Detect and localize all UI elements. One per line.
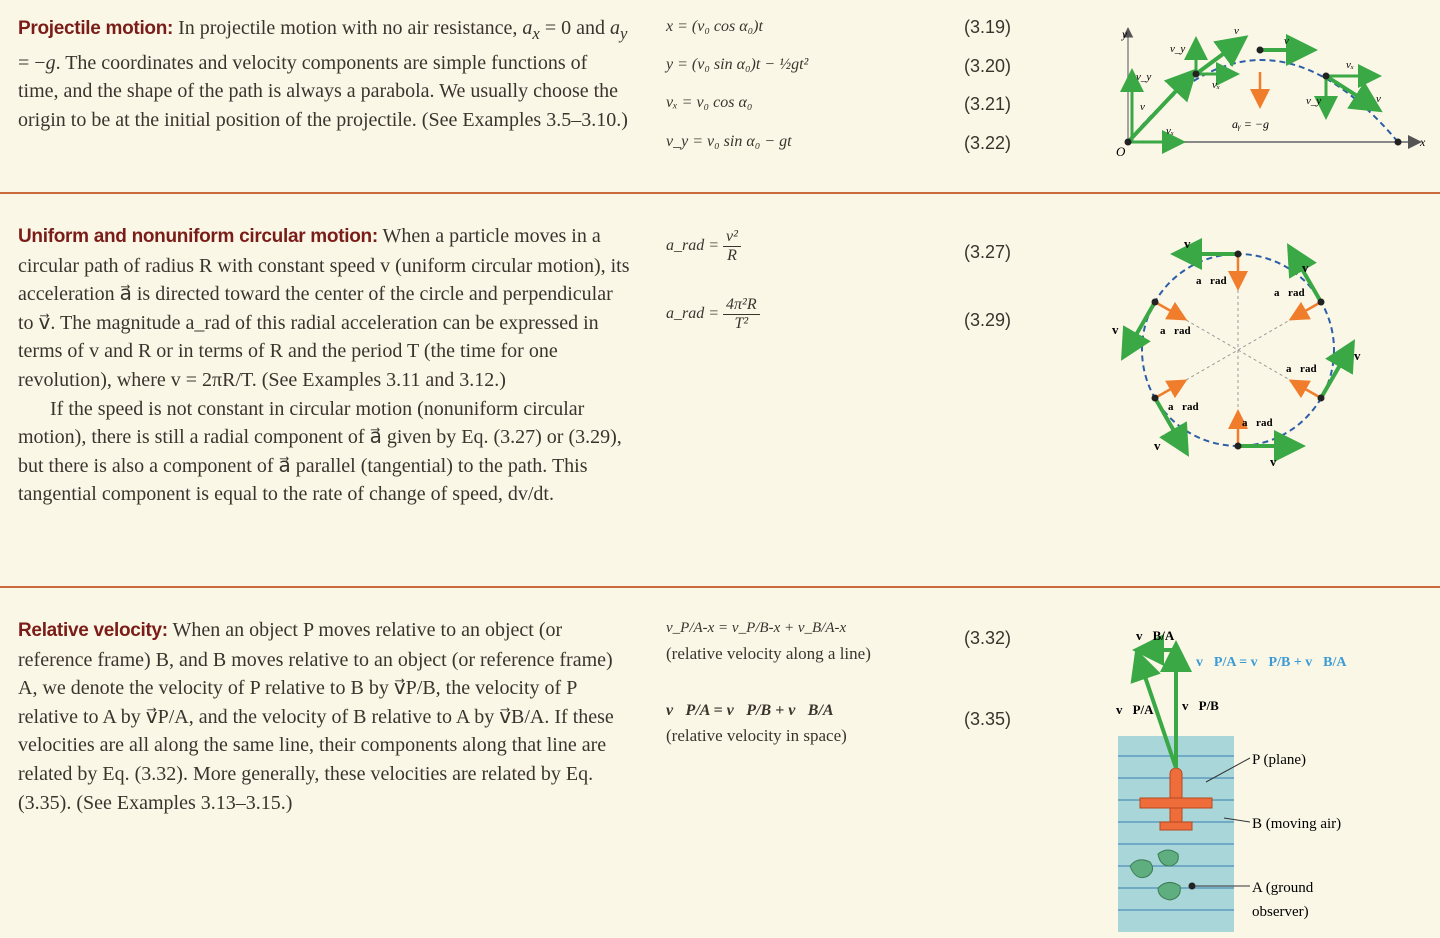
equation-number: (3.21) xyxy=(964,94,1012,114)
vy-label: v_y xyxy=(1306,95,1322,107)
fraction-denominator: T² xyxy=(734,315,749,332)
v-label: v⃗ xyxy=(1112,322,1129,337)
equation-number: (3.27) xyxy=(964,242,1012,262)
vpb-label: v⃗P/B xyxy=(1182,698,1219,713)
equation-number: (3.22) xyxy=(964,133,1012,153)
plane-label: P (plane) xyxy=(1252,752,1307,768)
equation-number: (3.20) xyxy=(964,56,1012,76)
position-dot xyxy=(1395,139,1402,146)
v-label: v xyxy=(1376,93,1381,105)
ground-label: A (ground xyxy=(1252,880,1314,896)
vy-label: v_y xyxy=(1136,71,1152,83)
circular-para1: When a particle moves in a circular path of radius R with constant speed v (uniform circular motion), its acceleration a⃗ is directed toward the center of the circle and perpendicular to v⃗. The magnitude a_rad of this radial acceleration can be expressed in terms of v and R or in terms of R and the period T (the time for one revolution), where v = 2πR/T. (See Examples 3.11 and 3.12.) xyxy=(18,225,630,391)
relative-section xyxy=(0,588,1440,938)
position-dot xyxy=(1323,73,1330,80)
projectile-body-2: = 0 and xyxy=(544,17,605,39)
circular-paragraph-1 xyxy=(18,222,630,395)
equation-3-32: v_P/A-x = v_P/B-x + v_B/A-x xyxy=(666,620,847,636)
eq-lhs: a_rad = xyxy=(666,305,720,323)
a-rad-label: a⃗rad xyxy=(1242,417,1273,429)
origin-label: O xyxy=(1116,144,1126,159)
air-label: B (moving air) xyxy=(1252,816,1342,832)
equation-number: (3.32) xyxy=(964,628,1012,648)
projectile-text xyxy=(18,14,630,134)
velocity-vector xyxy=(1128,74,1192,142)
equation-number: (3.29) xyxy=(964,310,1012,330)
projectile-section xyxy=(0,0,1440,192)
relative-heading: Relative velocity: xyxy=(18,620,168,641)
fraction xyxy=(723,296,760,333)
a-rad-label: a⃗rad xyxy=(1286,363,1317,375)
relative-velocity-relation: v⃗P/A = v⃗P/B + v⃗B/A xyxy=(1196,655,1347,670)
equation-3-21: vₓ = v₀ cos α₀ xyxy=(666,94,753,111)
vpa-label: v⃗P/A xyxy=(1116,702,1154,717)
velocity-vector xyxy=(1196,40,1242,74)
equation-3-35: v⃗P/A = v⃗P/B + v⃗B/A xyxy=(666,702,834,719)
position-dot xyxy=(1125,139,1132,146)
equation-3-20: y = (v₀ sin α₀)t − ½gt² xyxy=(666,56,809,73)
relative-paragraph xyxy=(18,616,630,817)
v-label: v xyxy=(1234,25,1239,37)
v-label: v⃗ xyxy=(1154,438,1171,453)
equation-number: (3.19) xyxy=(964,17,1012,37)
vx-label: vₓ xyxy=(1212,79,1221,91)
v-label: v⃗ xyxy=(1270,454,1287,469)
v-label: v⃗ xyxy=(1184,236,1201,251)
equation-3-27 xyxy=(666,228,741,265)
relative-velocity-figure xyxy=(1100,618,1390,936)
v-label: v⃗ xyxy=(1354,348,1371,363)
projectile-figure xyxy=(1100,18,1430,168)
fraction-numerator: v² xyxy=(723,228,741,247)
velocity-vector xyxy=(1326,76,1376,108)
vy-label: v_y xyxy=(1170,43,1186,55)
a-rad-label: a⃗rad xyxy=(1274,287,1305,299)
projectile-heading: Projectile motion: xyxy=(18,18,174,39)
position-dot xyxy=(1257,47,1264,54)
v-label: v⃗ xyxy=(1302,260,1319,275)
vx-label: vₓ xyxy=(1346,59,1355,71)
equation-3-22: v_y = v₀ sin α₀ − gt xyxy=(666,133,792,150)
equation-note: (relative velocity along a line) xyxy=(666,644,871,663)
x-axis-label: x xyxy=(1420,135,1426,149)
equation-note: (relative velocity in space) xyxy=(666,726,847,745)
relative-text xyxy=(18,616,630,817)
a-rad-label: a⃗rad xyxy=(1168,401,1199,413)
y-axis-label: y xyxy=(1122,27,1128,41)
vx-label: vₓ xyxy=(1166,125,1175,137)
circular-motion-figure xyxy=(1100,230,1380,480)
v-label: v xyxy=(1140,101,1145,113)
ground-label: observer) xyxy=(1252,904,1309,920)
circular-section xyxy=(0,194,1440,586)
a-rad-label: a⃗rad xyxy=(1196,275,1227,287)
fraction xyxy=(723,228,741,265)
circular-text xyxy=(18,222,630,509)
equation-number: (3.35) xyxy=(964,709,1012,729)
projectile-paragraph: Projectile motion: In projectile motion with no air resistance, $a_x = 0$ and $a_y = -g$. The coordinates and velocity components are simple functions of time, and the shape of the path is always a parabola. We usually choose the origin to be at the initial position of the projectile. (See Examples 3.5–3.10.) xyxy=(18,17,628,131)
equation-3-29 xyxy=(666,296,760,333)
eq-lhs: a_rad = xyxy=(666,237,720,255)
circular-heading: Uniform and nonuniform circular motion: xyxy=(18,226,378,247)
ay-label: aᵧ = −g xyxy=(1232,117,1269,131)
relative-body: When an object P moves relative to an object (or reference frame) B, and B moves relative to an object (or reference frame) A, we denote the velocity of P relative to B by v⃗P/B, the velocity of P relative to A by v⃗P/A, and the velocity of B relative to A by v⃗B/A. If these velocities are all along the same line, their components along that line are related by Eq. (3.32). More generally, these velocities are related by Eq. (3.35). (See Examples 3.13–3.15.) xyxy=(18,619,614,814)
position-dot xyxy=(1193,71,1200,78)
projectile-body-4: . The coordinates and velocity components are simple functions of time, and the shape of the path is always a parabola. We usually choose the origin to be at the initial position of the projectile. (See Examples 3.5–3.10.) xyxy=(18,51,628,131)
projectile-body-1: In projectile motion with no air resistance, xyxy=(178,17,518,39)
projectile-body-3: = − xyxy=(18,51,46,74)
v-label: v xyxy=(1284,35,1289,47)
equation-3-19: x = (v₀ cos α₀)t xyxy=(666,18,763,35)
fraction-denominator: R xyxy=(727,247,737,264)
a-rad-label: a⃗rad xyxy=(1160,325,1191,337)
vba-label: v⃗B/A xyxy=(1136,628,1175,643)
fraction-numerator: 4π²R xyxy=(723,296,760,315)
circular-paragraph-2: If the speed is not constant in circular motion (nonuniform circular motion), there is still a radial component of a⃗ given by Eq. (3.27) or (3.29), but there is also a component of a⃗ parallel (tangential) to the path. This tangential component is equal to the rate of change of speed, dv/dt. xyxy=(18,397,622,506)
